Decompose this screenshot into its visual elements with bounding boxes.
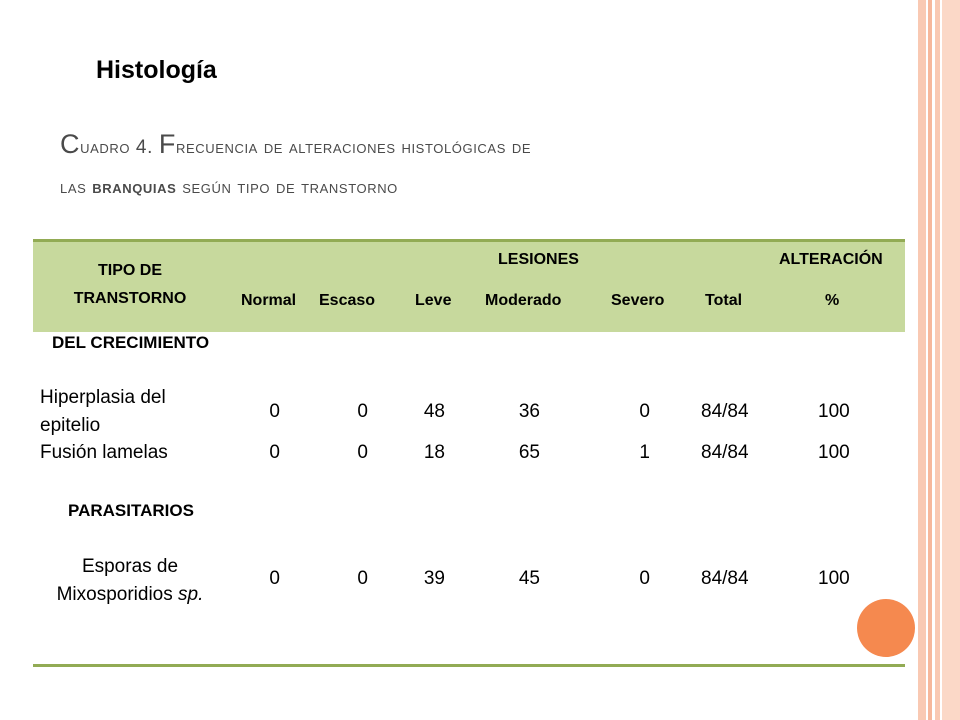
decorative-stripe xyxy=(942,0,960,720)
header-leve: Leve xyxy=(415,292,452,309)
cell-severo: 0 xyxy=(639,568,650,589)
cell-escaso: 0 xyxy=(357,568,368,589)
table-bottom-rule xyxy=(33,664,905,667)
cell-leve: 18 xyxy=(423,442,445,463)
header-tipo-line2: TRANSTORNO xyxy=(73,290,187,307)
cell-severo: 0 xyxy=(639,401,650,422)
cell-leve: 48 xyxy=(423,401,445,422)
page-title: Histología xyxy=(96,56,217,84)
caption-line-1: Cuadro 4. Frecuencia de alteraciones histológicas de xyxy=(60,129,532,159)
header-alteracion: ALTERACIÓN xyxy=(779,251,883,268)
row-label-line2: Mixosporidios sp. xyxy=(56,584,204,605)
table-header xyxy=(33,239,905,332)
decorative-stripe xyxy=(918,0,926,720)
cell-normal: 0 xyxy=(269,442,280,463)
cell-total: 84/84 xyxy=(701,568,749,589)
table-caption xyxy=(60,124,890,208)
cell-total: 84/84 xyxy=(701,401,749,422)
cell-moderado: 36 xyxy=(518,401,540,422)
header-lesiones: LESIONES xyxy=(498,251,579,268)
cell-alteracion: 100 xyxy=(818,401,850,422)
header-normal: Normal xyxy=(241,292,297,309)
cell-escaso: 0 xyxy=(357,442,368,463)
group-label: DEL CRECIMIENTO xyxy=(52,333,210,352)
group-label: PARASITARIOS xyxy=(68,501,194,520)
header-moderado: Moderado xyxy=(485,292,562,309)
header-tipo-line1: TIPO DE xyxy=(97,262,162,279)
cell-moderado: 65 xyxy=(518,442,540,463)
header-escaso: Escaso xyxy=(319,292,376,309)
row-label-line1: Fusión lamelas xyxy=(40,442,168,463)
cell-moderado: 45 xyxy=(518,568,540,589)
header-total: Total xyxy=(705,292,743,309)
cell-normal: 0 xyxy=(269,568,280,589)
row-label-line1: Esporas de xyxy=(81,556,179,577)
cell-total: 84/84 xyxy=(701,442,749,463)
accent-circle xyxy=(857,599,915,657)
row-label-line1: Hiperplasia del xyxy=(40,387,166,408)
cell-leve: 39 xyxy=(423,568,445,589)
caption-line-2: las branquias según tipo de transtorno xyxy=(60,177,398,198)
header-percent: % xyxy=(825,292,840,309)
header-severo: Severo xyxy=(611,292,665,309)
cell-escaso: 0 xyxy=(357,401,368,422)
cell-alteracion: 100 xyxy=(818,442,850,463)
cell-normal: 0 xyxy=(269,401,280,422)
cell-severo: 1 xyxy=(639,442,650,463)
row-label-line2: epitelio xyxy=(40,415,101,436)
cell-alteracion: 100 xyxy=(818,568,850,589)
